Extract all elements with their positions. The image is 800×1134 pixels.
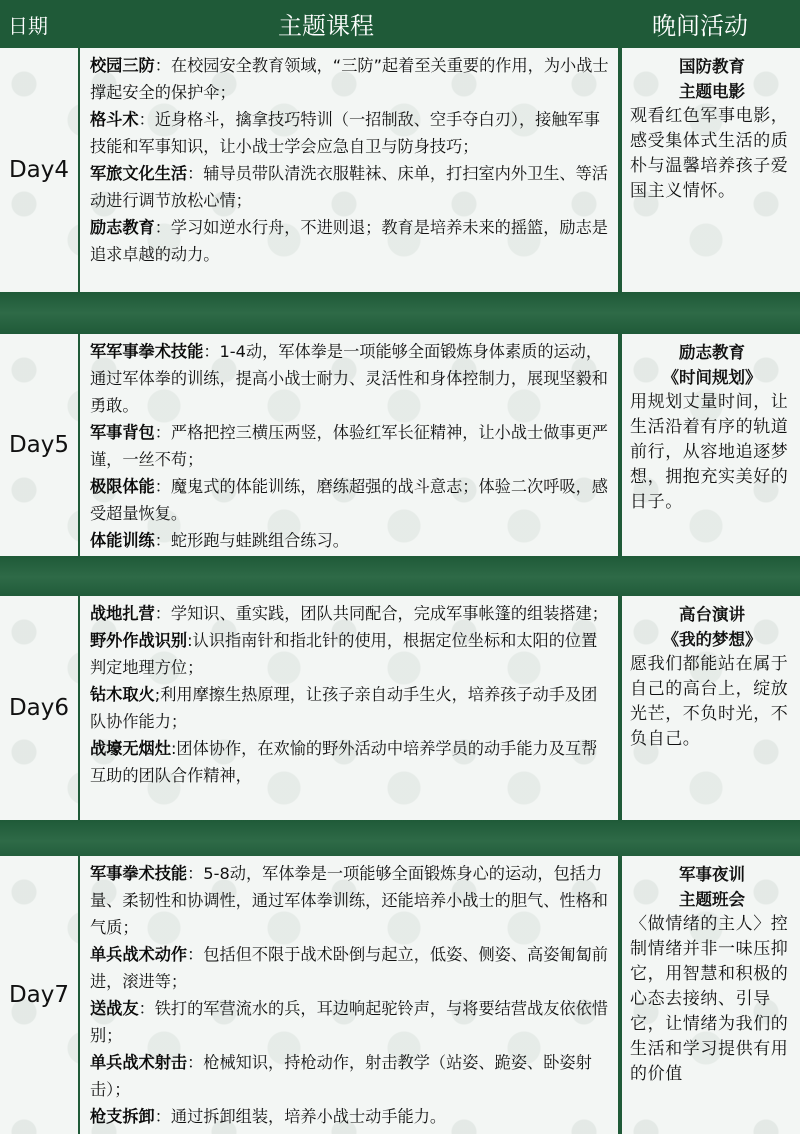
activity-text: 用规划丈量时间，让生活沿着有序的轨道前行，从容地追逐梦想，拥抱充实美好的日子。: [630, 392, 789, 512]
day-label-6: [0, 596, 78, 820]
activity-subtitle: 主题班会: [679, 890, 745, 909]
course-item: [90, 600, 610, 627]
course-item-title: 军军事拳术技能: [90, 342, 204, 361]
course-item: [90, 681, 610, 735]
header-course: 主题课程: [278, 12, 374, 40]
course-item: [90, 473, 610, 527]
day-text: Day7: [8, 982, 70, 1008]
course-item-title: 军旅文化生活: [90, 164, 188, 183]
course-item-text: :认识指南针和指北针的使用，根据定位坐标和太阳的位置判定地理方位；: [90, 631, 598, 677]
course-item-title: 单兵战术动作: [90, 945, 188, 964]
course-item-title: 枪支拆卸: [90, 1107, 155, 1126]
activity-title: 高台演讲: [679, 605, 745, 624]
activity-cell-6: [622, 596, 800, 820]
course-item-text: ：5-8动，军体拳是一项能够全面锻炼身心的运动，包括力量、柔韧性和协调性，通过军体拳训练，还能培养小战士的胆气、性格和气质；: [90, 864, 608, 937]
course-item: [90, 52, 610, 106]
course-cell-4: [80, 48, 618, 292]
course-item-text: ：辅导员带队清洗衣服鞋袜、床单，打扫室内外卫生、等活动进行调节放松心情；: [90, 164, 608, 210]
course-item-text: ：包括但不限于战术卧倒与起立，低姿、侧姿、高姿匍匐前进，滚进等；: [90, 945, 608, 991]
course-item-title: 军事背包: [90, 423, 155, 442]
header-activity: 晚间活动: [652, 12, 748, 40]
course-item-text: ;利用摩擦生热原理，让孩子亲自动手生火，培养孩子动手及团队协作能力；: [90, 685, 598, 731]
activity-cell-5: [622, 334, 800, 556]
row-divider: [0, 292, 800, 334]
course-item-text: ：铁打的军营流水的兵，耳边响起驼铃声，与将要结营战友依依惜别；: [90, 999, 608, 1045]
activity-title: 国防教育: [679, 57, 745, 76]
course-item: [90, 160, 610, 214]
course-item-title: 军事拳术技能: [90, 864, 188, 883]
course-item: [90, 860, 610, 941]
activity-subtitle: 《我的梦想》: [662, 630, 762, 649]
course-cell-5: [80, 334, 618, 556]
course-item-text: ：枪械知识，持枪动作，射击教学（站姿、跪姿、卧姿射击）；: [90, 1053, 592, 1099]
course-item-text: ：学知识、重实践，团队共同配合，完成军事帐篷的组装搭建；: [154, 604, 608, 623]
course-item-text: :团体协作，在欢愉的野外活动中培养学员的动手能力及互帮互助的团队合作精神，: [90, 739, 598, 785]
day-label-7: [0, 856, 78, 1134]
course-item: [90, 735, 610, 789]
course-item: [90, 338, 610, 419]
course-item: [90, 214, 610, 268]
course-item-text: ：严格把控三横压两竖，体验红军长征精神，让小战士做事更严谨，一丝不苟；: [90, 423, 608, 469]
activity-title: 军事夜训: [679, 865, 745, 884]
course-item-title: 校园三防: [90, 56, 155, 75]
day-label-5: [0, 334, 78, 556]
course-item-title: 钻木取火: [90, 685, 155, 704]
course-item: [90, 1049, 610, 1103]
course-item-title: 励志教育: [90, 218, 155, 237]
day-text: Day4: [8, 157, 70, 183]
course-item-text: ：近身格斗，擒拿技巧特训（一招制敌、空手夺白刃），接触军事技能和军事知识，让小战士学会应急自卫与防身技巧；: [90, 110, 600, 156]
course-item-title: 野外作战识别: [90, 631, 188, 650]
course-item: [90, 941, 610, 995]
course-item: [90, 106, 610, 160]
header-date: 日期: [8, 14, 48, 38]
course-item-text: ：在校园安全教育领域，“三防”起着至关重要的作用，为小战士撑起安全的保护伞；: [90, 56, 609, 102]
course-item: [90, 527, 610, 554]
course-item-text: ：学习如逆水行舟，不进则退；教育是培养未来的摇篮，励志是追求卓越的动力。: [90, 218, 608, 264]
course-item: [90, 995, 610, 1049]
course-item-text: ：蛇形跑与蛙跳组合练习。: [154, 531, 349, 550]
course-cell-6: [80, 596, 618, 820]
activity-subtitle: 主题电影: [679, 82, 745, 101]
course-cell-7: [80, 856, 618, 1134]
course-item-title: 战地扎营: [90, 604, 155, 623]
course-item-title: 送战友: [90, 999, 139, 1018]
course-item: [90, 1103, 610, 1130]
course-item: [90, 419, 610, 473]
day-text: Day6: [8, 695, 70, 721]
table-header: [0, 0, 800, 44]
course-item-text: ：魔鬼式的体能训练，磨练超强的战斗意志；体验二次呼吸，感受超量恢复。: [90, 477, 608, 523]
activity-text: 愿我们都能站在属于自己的高台上，绽放光芒，不负时光，不负自己。: [630, 654, 789, 749]
course-item-title: 体能训练: [90, 531, 155, 550]
activity-cell-4: [622, 48, 800, 292]
course-item: [90, 627, 610, 681]
day-text: Day5: [8, 432, 70, 458]
course-item-title: 单兵战术射击: [90, 1053, 188, 1072]
activity-cell-7: [622, 856, 800, 1134]
activity-text: 〈做情绪的主人〉控制情绪并非一味压抑它，用智慧和积极的心态去接纳、引导它，让情绪为我们的生活和学习提供有用的价值: [630, 914, 789, 1084]
row-divider: [0, 556, 800, 598]
day-label-4: [0, 48, 78, 292]
activity-text: 观看红色军事电影，感受集体式生活的质朴与温馨培养孩子爱国主义情怀。: [630, 106, 789, 201]
course-item-text: ：通过拆卸组装，培养小战士动手能力。: [154, 1107, 447, 1126]
activity-subtitle: 《时间规划》: [662, 368, 762, 387]
course-item-title: 极限体能: [90, 477, 155, 496]
activity-title: 励志教育: [679, 343, 745, 362]
course-item-text: ：1-4动，军体拳是一项能够全面锻炼身体素质的运动，通过军体拳的训练，提高小战士耐力、灵活性和身体控制力，展现坚毅和勇敢。: [90, 342, 608, 415]
course-item-title: 战壕无烟灶: [90, 739, 171, 758]
course-item-title: 格斗术: [90, 110, 139, 129]
